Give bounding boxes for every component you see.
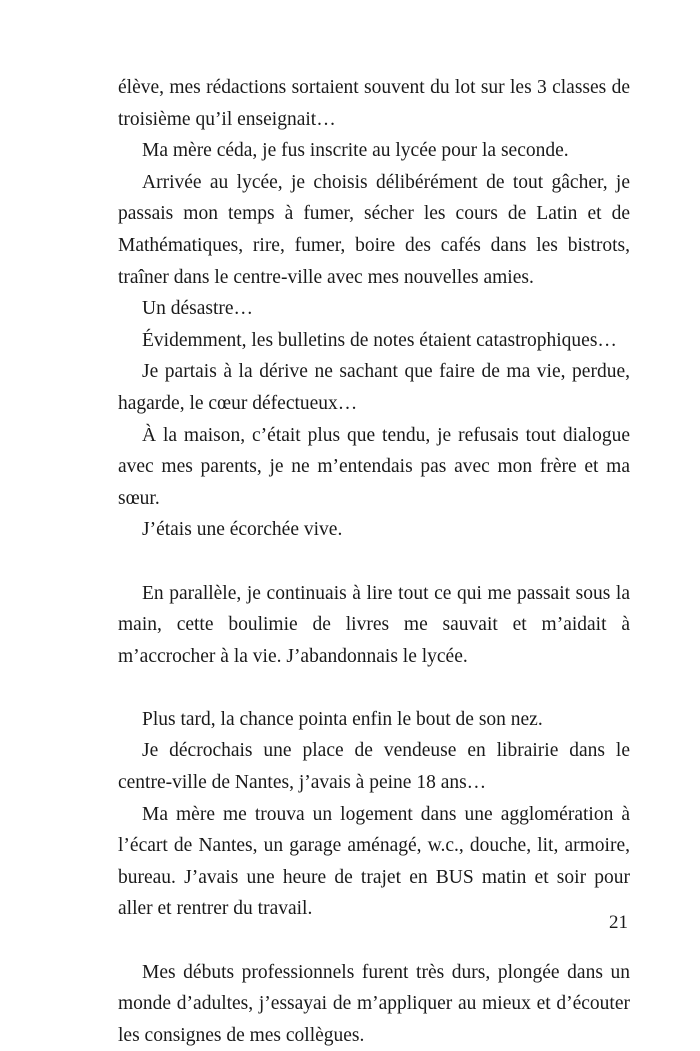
paragraph: En parallèle, je continuais à lire tout ce qui me passait sous la main, cette boulimie de livres me sauvait et m’aidait à m’accrocher à la vie. J’abandonnais le lycée. [118, 582, 630, 667]
paragraph: Arrivée au lycée, je choisis délibérément de tout gâcher, je passais mon temps à fumer, sécher les cours de Latin et de Mathématiques, rire, fumer, boire des cafés dans les bistrots, traîner dans le centre-ville avec mes nouvelles amies. [118, 171, 630, 288]
paragraph: Un désastre… [142, 298, 254, 320]
paragraph: Ma mère céda, je fus inscrite au lycée pour la seconde. [142, 140, 569, 162]
paragraph: Je partais à la dérive ne sachant que faire de ma vie, perdue, hagarde, le cœur défectueux… [118, 361, 630, 414]
paragraph: Je décrochais une place de vendeuse en librairie dans le centre-ville de Nantes, j’avais à peine 18 ans… [118, 740, 630, 794]
body-text [118, 72, 630, 1051]
page-number: 21 [609, 912, 628, 933]
paragraph: Ma mère me trouva un logement dans une agglomération à l’écart de Nantes, un garage aménagé, w.c., douche, lit, armoire, bureau. J’avais une heure de trajet en BUS matin et soir pour aller et rentrer du travail. [118, 803, 630, 920]
paragraph: Plus tard, la chance pointa enfin le bout de son nez. [142, 708, 543, 730]
paragraph: Évidemment, les bulletins de notes étaient catastrophiques… [142, 329, 617, 351]
paragraph: À la maison, c’était plus que tendu, je refusais tout dialogue avec mes parents, je ne m’entendais pas avec mon frère et ma sœur. [118, 424, 630, 509]
paragraph: élève, mes rédactions sortaient souvent du lot sur les 3 classes de troisième qu’il enseignait… [118, 77, 630, 130]
paragraph: J’étais une écorchée vive. [142, 519, 343, 541]
paragraph: Mes débuts professionnels furent très durs, plongée dans un monde d’adultes, j’essayai de m’appliquer au mieux et d’écouter les consignes de mes collègues. [118, 961, 630, 1046]
